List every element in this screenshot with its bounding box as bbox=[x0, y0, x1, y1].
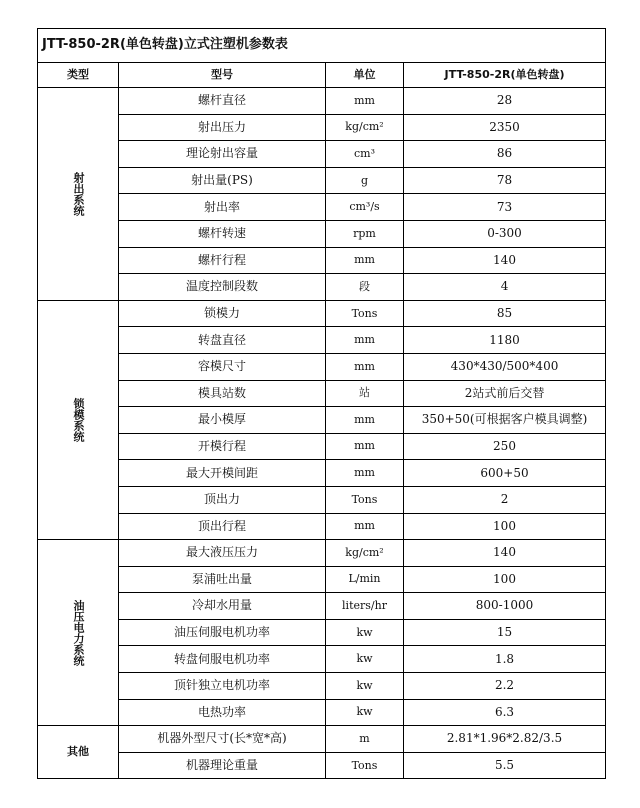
param-name: 转盘直径 bbox=[119, 327, 326, 354]
param-unit: kw bbox=[326, 673, 404, 700]
table-row bbox=[38, 88, 606, 115]
param-unit: mm bbox=[326, 460, 404, 487]
table-row bbox=[38, 726, 606, 753]
param-unit: Tons bbox=[326, 752, 404, 779]
param-name: 最小模厚 bbox=[119, 407, 326, 434]
table-row bbox=[38, 752, 606, 779]
category-label: 射出系统 bbox=[72, 171, 86, 216]
table-row bbox=[38, 220, 606, 247]
param-name: 顶出行程 bbox=[119, 513, 326, 540]
param-unit: mm bbox=[326, 247, 404, 274]
header-model: 型号 bbox=[119, 63, 326, 88]
param-unit: Tons bbox=[326, 300, 404, 327]
param-name: 电热功率 bbox=[119, 699, 326, 726]
param-value: 5.5 bbox=[404, 752, 606, 779]
header-category: 类型 bbox=[38, 63, 119, 88]
param-value: 86 bbox=[404, 141, 606, 168]
table-row bbox=[38, 593, 606, 620]
param-unit: mm bbox=[326, 513, 404, 540]
table-row bbox=[38, 114, 606, 141]
param-name: 理论射出容量 bbox=[119, 141, 326, 168]
param-unit: kw bbox=[326, 699, 404, 726]
table-row bbox=[38, 540, 606, 567]
param-value: 100 bbox=[404, 513, 606, 540]
spec-table bbox=[37, 28, 606, 779]
param-value: 6.3 bbox=[404, 699, 606, 726]
param-unit: kg/cm² bbox=[326, 114, 404, 141]
param-value: 430*430/500*400 bbox=[404, 353, 606, 380]
param-value: 250 bbox=[404, 433, 606, 460]
param-name: 顶针独立电机功率 bbox=[119, 673, 326, 700]
header-row bbox=[38, 63, 606, 88]
param-value: 78 bbox=[404, 167, 606, 194]
param-value: 85 bbox=[404, 300, 606, 327]
param-unit: mm bbox=[326, 327, 404, 354]
param-value: 140 bbox=[404, 247, 606, 274]
table-row bbox=[38, 167, 606, 194]
param-name: 机器理论重量 bbox=[119, 752, 326, 779]
param-value: 1.8 bbox=[404, 646, 606, 673]
param-value: 600+50 bbox=[404, 460, 606, 487]
category-cell bbox=[38, 88, 119, 301]
param-name: 机器外型尺寸(长*宽*高) bbox=[119, 726, 326, 753]
table-row bbox=[38, 300, 606, 327]
table-row bbox=[38, 141, 606, 168]
param-unit: mm bbox=[326, 88, 404, 115]
param-name: 螺杆转速 bbox=[119, 220, 326, 247]
category-label: 其他 bbox=[67, 745, 89, 759]
param-value: 2 bbox=[404, 486, 606, 513]
table-row bbox=[38, 646, 606, 673]
param-unit: 段 bbox=[326, 274, 404, 301]
category-label: 油压电力系统 bbox=[72, 599, 86, 666]
param-unit: cm³/s bbox=[326, 194, 404, 221]
param-name: 模具站数 bbox=[119, 380, 326, 407]
param-value: 140 bbox=[404, 540, 606, 567]
param-value: 28 bbox=[404, 88, 606, 115]
param-value: 4 bbox=[404, 274, 606, 301]
param-value: 73 bbox=[404, 194, 606, 221]
param-value: 2.81*1.96*2.82/3.5 bbox=[404, 726, 606, 753]
param-unit: kw bbox=[326, 619, 404, 646]
param-name: 最大液压压力 bbox=[119, 540, 326, 567]
param-name: 泵浦吐出量 bbox=[119, 566, 326, 593]
param-unit: kw bbox=[326, 646, 404, 673]
category-cell bbox=[38, 540, 119, 726]
param-unit: mm bbox=[326, 353, 404, 380]
param-value: 800-1000 bbox=[404, 593, 606, 620]
category-cell bbox=[38, 300, 119, 539]
param-unit: 站 bbox=[326, 380, 404, 407]
header-value: JTT-850-2R(单色转盘) bbox=[404, 63, 606, 88]
param-name: 最大开模间距 bbox=[119, 460, 326, 487]
param-unit: liters/hr bbox=[326, 593, 404, 620]
param-value: 1180 bbox=[404, 327, 606, 354]
param-name: 射出率 bbox=[119, 194, 326, 221]
table-row bbox=[38, 274, 606, 301]
param-unit: m bbox=[326, 726, 404, 753]
table-row bbox=[38, 699, 606, 726]
param-unit: L/min bbox=[326, 566, 404, 593]
table-row bbox=[38, 407, 606, 434]
param-unit: mm bbox=[326, 433, 404, 460]
table-row bbox=[38, 380, 606, 407]
param-unit: rpm bbox=[326, 220, 404, 247]
param-unit: cm³ bbox=[326, 141, 404, 168]
param-value: 350+50(可根据客户模具调整) bbox=[404, 407, 606, 434]
param-name: 温度控制段数 bbox=[119, 274, 326, 301]
param-value: 2.2 bbox=[404, 673, 606, 700]
category-label: 锁模系统 bbox=[72, 397, 86, 442]
table-row bbox=[38, 327, 606, 354]
table-row bbox=[38, 433, 606, 460]
header-unit: 单位 bbox=[326, 63, 404, 88]
table-row bbox=[38, 460, 606, 487]
param-value: 2站式前后交替 bbox=[404, 380, 606, 407]
param-name: 冷却水用量 bbox=[119, 593, 326, 620]
param-name: 容模尺寸 bbox=[119, 353, 326, 380]
param-name: 螺杆行程 bbox=[119, 247, 326, 274]
spec-sheet bbox=[37, 28, 605, 779]
param-value: 100 bbox=[404, 566, 606, 593]
table-row bbox=[38, 566, 606, 593]
param-value: 15 bbox=[404, 619, 606, 646]
table-row bbox=[38, 513, 606, 540]
param-name: 锁模力 bbox=[119, 300, 326, 327]
param-name: 螺杆直径 bbox=[119, 88, 326, 115]
param-name: 射出压力 bbox=[119, 114, 326, 141]
param-unit: g bbox=[326, 167, 404, 194]
param-name: 转盘伺服电机功率 bbox=[119, 646, 326, 673]
table-row bbox=[38, 353, 606, 380]
param-name: 射出量(PS) bbox=[119, 167, 326, 194]
param-name: 开模行程 bbox=[119, 433, 326, 460]
param-unit: Tons bbox=[326, 486, 404, 513]
param-name: 顶出力 bbox=[119, 486, 326, 513]
param-value: 2350 bbox=[404, 114, 606, 141]
category-cell bbox=[38, 726, 119, 779]
spec-body bbox=[38, 88, 606, 779]
table-row bbox=[38, 619, 606, 646]
table-row bbox=[38, 673, 606, 700]
table-row bbox=[38, 194, 606, 221]
param-value: 0-300 bbox=[404, 220, 606, 247]
table-row bbox=[38, 486, 606, 513]
param-name: 油压伺服电机功率 bbox=[119, 619, 326, 646]
param-unit: kg/cm² bbox=[326, 540, 404, 567]
table-title: JTT-850-2R(单色转盘)立式注塑机参数表 bbox=[38, 29, 606, 63]
param-unit: mm bbox=[326, 407, 404, 434]
table-row bbox=[38, 247, 606, 274]
